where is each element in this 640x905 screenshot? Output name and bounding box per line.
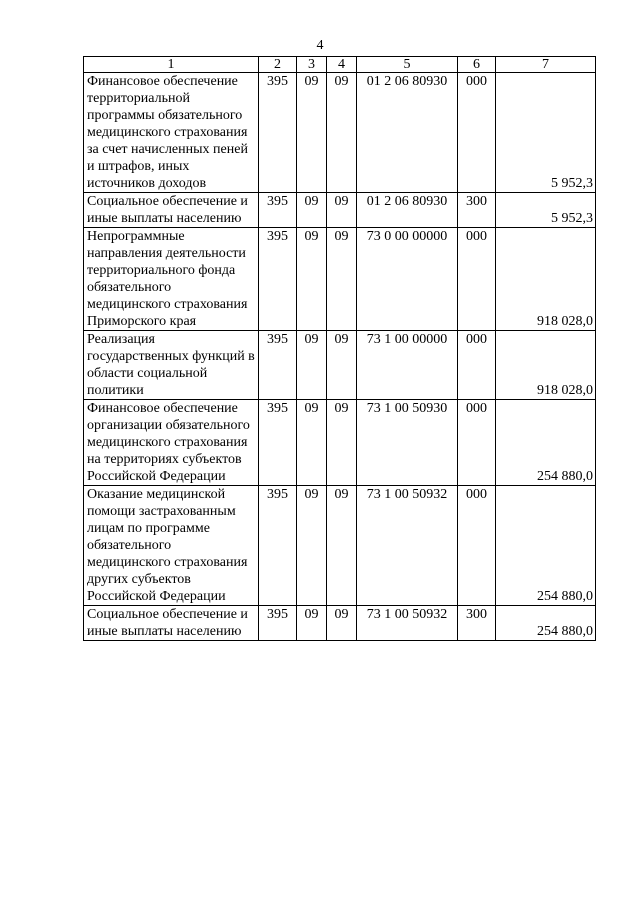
header-cell: 1	[84, 57, 259, 73]
table-row	[84, 400, 596, 486]
row-vr: 300	[458, 193, 496, 228]
row-sum: 918 028,0	[496, 331, 596, 400]
header-cell: 6	[458, 57, 496, 73]
row-csr: 73 1 00 00000	[357, 331, 458, 400]
row-pr: 09	[327, 193, 357, 228]
row-gl: 395	[259, 193, 297, 228]
row-rz: 09	[297, 73, 327, 193]
row-sum: 5 952,3	[496, 193, 596, 228]
budget-table	[83, 56, 596, 641]
table-row	[84, 228, 596, 331]
table-row	[84, 486, 596, 606]
row-name: Непрограммные направления деятельности территориального фонда обязательного медицинского страхования Приморского края	[84, 228, 259, 331]
row-rz: 09	[297, 606, 327, 641]
row-pr: 09	[327, 228, 357, 331]
row-pr: 09	[327, 606, 357, 641]
row-rz: 09	[297, 486, 327, 606]
table-row	[84, 331, 596, 400]
row-name: Финансовое обеспечение организации обязательного медицинского страхования на территориях субъектов Российской Федерации	[84, 400, 259, 486]
header-cell: 7	[496, 57, 596, 73]
header-cell: 4	[327, 57, 357, 73]
row-gl: 395	[259, 73, 297, 193]
header-cell: 2	[259, 57, 297, 73]
row-csr: 73 1 00 50932	[357, 486, 458, 606]
page-number: 4	[316, 38, 324, 53]
row-csr: 01 2 06 80930	[357, 73, 458, 193]
row-gl: 395	[259, 400, 297, 486]
row-csr: 73 0 00 00000	[357, 228, 458, 331]
row-pr: 09	[327, 331, 357, 400]
header-cell: 3	[297, 57, 327, 73]
row-name: Социальное обеспечение и иные выплаты населению	[84, 606, 259, 641]
row-csr: 73 1 00 50930	[357, 400, 458, 486]
row-rz: 09	[297, 193, 327, 228]
row-sum: 254 880,0	[496, 606, 596, 641]
row-rz: 09	[297, 400, 327, 486]
row-vr: 000	[458, 400, 496, 486]
row-pr: 09	[327, 73, 357, 193]
row-pr: 09	[327, 486, 357, 606]
table-row	[84, 73, 596, 193]
row-vr: 000	[458, 331, 496, 400]
row-gl: 395	[259, 331, 297, 400]
row-rz: 09	[297, 331, 327, 400]
header-row	[84, 57, 596, 73]
row-vr: 000	[458, 486, 496, 606]
row-vr: 000	[458, 228, 496, 331]
row-rz: 09	[297, 228, 327, 331]
row-name: Финансовое обеспечение территориальной программы обязательного медицинского страхования за счет начисленных пеней и штрафов, иных источников доходов	[84, 73, 259, 193]
row-name: Социальное обеспечение и иные выплаты населению	[84, 193, 259, 228]
row-name: Оказание медицинской помощи застрахованным лицам по программе обязательного медицинского страхования других субъектов Российской Федерации	[84, 486, 259, 606]
row-pr: 09	[327, 400, 357, 486]
table-row	[84, 606, 596, 641]
row-vr: 000	[458, 73, 496, 193]
header-cell: 5	[357, 57, 458, 73]
row-gl: 395	[259, 228, 297, 331]
row-gl: 395	[259, 486, 297, 606]
row-sum: 254 880,0	[496, 486, 596, 606]
row-sum: 918 028,0	[496, 228, 596, 331]
table-row	[84, 193, 596, 228]
row-csr: 73 1 00 50932	[357, 606, 458, 641]
row-sum: 254 880,0	[496, 400, 596, 486]
row-gl: 395	[259, 606, 297, 641]
row-vr: 300	[458, 606, 496, 641]
row-name: Реализация государственных функций в области социальной политики	[84, 331, 259, 400]
row-sum: 5 952,3	[496, 73, 596, 193]
row-csr: 01 2 06 80930	[357, 193, 458, 228]
